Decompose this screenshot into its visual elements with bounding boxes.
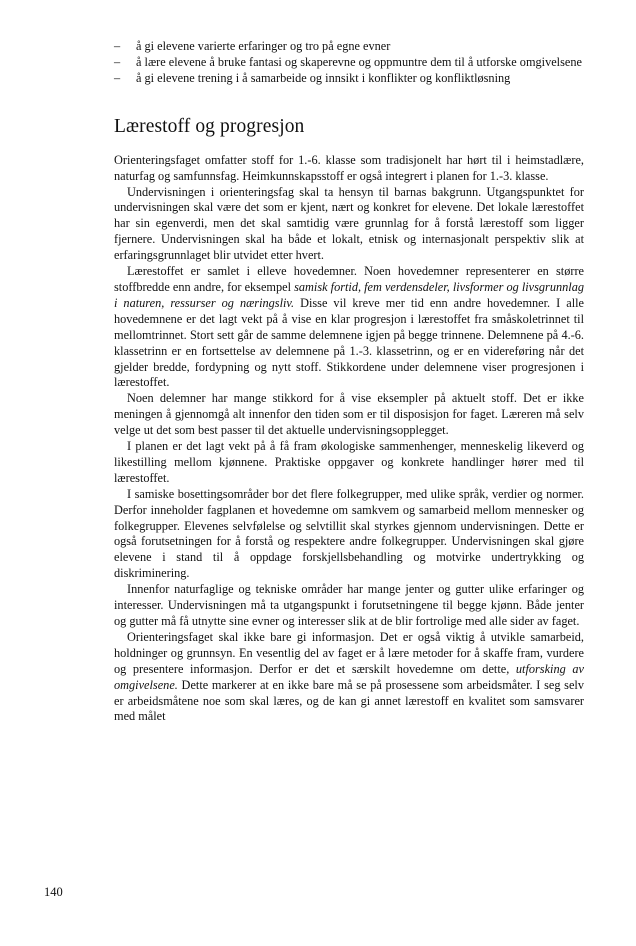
page-number: 140 (44, 885, 63, 899)
goal-list (114, 39, 584, 87)
goal-text: å lære elevene å bruke fantasi og skaperevne og oppmuntre dem til å utforske omgivelsene (136, 54, 582, 69)
goal-list-item (114, 39, 584, 55)
paragraph-text: Disse vil kreve mer tid enn andre hovedemner. I alle hovedemnene er det lagt vekt på å vise en klar progresjon i lærestoffet fra småskoletrinnet til mellomtrinnet. Stort sett går de samme delemnene igjen på begge trinnene. Delemnene på 4.-6. klassetrinn er en fortsettelse av delemnene på 1.-3. klassetrinn, og er en videreføring når det gjelder bredde, fordypning og nytt stoff. Stikkordene under delemnene viser progresjonen i lærestoffet. (114, 295, 584, 390)
paragraph-text: Orienteringsfaget skal ikke bare gi informasjon. Det er også viktig å utvikle samarbeid, holdninger og grunnsyn. En vesentlig del av faget er å lære metoder for å skaffe fram, vurdere og presentere informasjon. Derfor er det et særskilt hovedemne om dette, (114, 629, 584, 676)
emphasized-text: samisk fortid, fem verdensdeler, livsformer og livsgrunnlag i naturen, ressurser og næringsliv. (114, 279, 584, 310)
paragraph (114, 264, 584, 391)
paragraph: Undervisningen i orienteringsfag skal ta hensyn til barnas bakgrunn. Utgangspunktet for undervisningen skal være det som er kjent, nært og konkret for elevene. Det lokale lærestoffet har sin egenverdi, men det skal samtidig være grunnlag for å forstå lærestoff som ligger fjernere. Undervisningen skal ha både et lokalt, etnisk og internasjonalt perspektiv slik at erfaringsgrunnlaget blir utvidet etter hvert. (114, 184, 584, 263)
paragraph: I planen er det lagt vekt på å få fram økologiske sammenhenger, menneskelig likeverd og likestilling mellom kjønnene. Praktiske oppgaver og konkrete handlinger hører med til lærestoffet. (114, 439, 584, 485)
paragraph-text: Dette markerer at en ikke bare må se på prosessene som arbeidsmåter. I seg selv er arbeidsmåtene noe som skal læres, og de kan gi annet lærestoff en kvalitet som samsvarer med målet (114, 677, 584, 724)
paragraph: Innenfor naturfaglige og tekniske områder har mange jenter og gutter ulike erfaringer og interesser. Undervisningen må ta utgangspunkt i forutsetningene til begge kjønn. Både jenter og gutter må få utnytte sine evner og interesser slik at de blir fortrolige med alle sider av faget. (114, 582, 584, 628)
section-heading: Lærestoff og progresjon (114, 115, 305, 137)
bullet-dash: – (114, 39, 121, 53)
paragraph: Noen delemner har mange stikkord for å vise eksempler på aktuelt stoff. Det er ikke meningen å gjennomgå alt innenfor den tiden som er til disposisjon for faget. Læreren må selv velge ut det som best passer til det aktuelle undervisningsopplegget. (114, 391, 584, 438)
paragraph (114, 630, 584, 725)
goal-list-item (114, 55, 584, 71)
emphasized-text: utforsking av omgivelsene. (114, 661, 584, 692)
goal-list-item (114, 71, 584, 87)
goal-text: å gi elevene varierte erfaringer og tro på egne evner (136, 39, 391, 53)
bullet-dash: – (114, 70, 121, 85)
bullet-dash: – (114, 54, 121, 69)
page-content (114, 39, 584, 725)
paragraph-text: Lærestoffet er samlet i elleve hovedemner. Noen hovedemner representerer en større stoffbredde enn andre, for eksempel (114, 264, 584, 294)
goal-text: å gi elevene trening i å samarbeide og innsikt i konflikter og konfliktløsning (136, 70, 511, 85)
paragraph: I samiske bosettingsområder bor det flere folkegrupper, med ulike språk, verdier og normer. Derfor inneholder fagplanen et hovedemne om samkvem og samarbeid mellom mennesker og folkegrupper. Elevenes selvfølelse og selvtillit skal styrkes gjennom undervisningen. Dette er også forutsetningen for å forstå og respektere andre folkegrupper. Undervisningen skal gjøre elevene i stand til å oppdage forskjellsbehandling og motvirke undertrykking og diskriminering. (114, 486, 584, 581)
paragraph: Orienteringsfaget omfatter stoff for 1.-6. klasse som tradisjonelt har hørt til i heimstadlære, naturfag og samfunnsfag. Heimkunnskapsstoff er også integrert i planen for 1.-3. klasse. (114, 152, 584, 183)
